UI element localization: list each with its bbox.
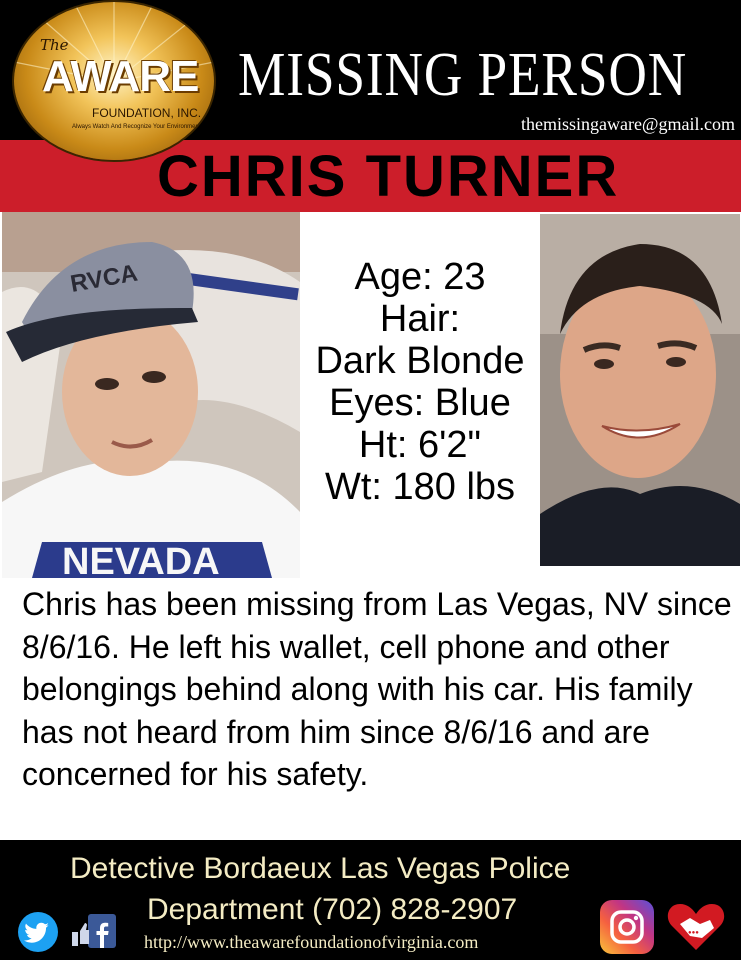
photo-right-illustration (540, 214, 740, 566)
logo-the-text: The (40, 36, 69, 54)
missing-person-name: CHRIS TURNER (157, 144, 620, 209)
person-details (302, 256, 538, 508)
detail-age: Age: 23 (354, 256, 486, 298)
photo-smiling-portrait (540, 214, 740, 566)
website-link[interactable]: http://www.theawarefoundationofvirginia.com (144, 932, 479, 952)
missing-description: Chris has been missing from Las Vegas, NV since 8/6/16. He left his wallet, cell phone and other belongings behind along with his car. His family has not heard from him since 8/6/16 and are concerned for his safety. (22, 586, 732, 792)
facebook-icon[interactable] (70, 914, 116, 948)
instagram-icon[interactable] (600, 900, 654, 954)
contact-email[interactable]: themissingaware@gmail.com (520, 114, 735, 134)
detail-hair-label: Hair: (379, 298, 461, 340)
photo-left-illustration (2, 212, 300, 578)
contact-detective-line: Detective Bordaeux Las Vegas Police (70, 852, 571, 885)
logo-tagline: Always Watch And Recognize Your Environment (72, 124, 201, 130)
detail-hair-value: Dark Blonde (315, 340, 525, 382)
logo-foundation-text: FOUNDATION, INC. (92, 106, 202, 120)
aware-foundation-logo (14, 2, 214, 160)
detail-height: Ht: 6'2" (358, 424, 482, 466)
shirt-text: NEVADA (62, 541, 220, 578)
cap-logo-text: RVCA (68, 259, 140, 298)
svg-text:●●●: ●●● (688, 930, 699, 936)
poster-title: MISSING PERSON (238, 41, 688, 109)
detail-eyes: Eyes: Blue (329, 382, 511, 424)
heart-handshake-icon (666, 898, 726, 952)
photo-selfie-cap (2, 212, 300, 578)
twitter-icon[interactable] (18, 912, 58, 952)
detail-weight: Wt: 180 lbs (324, 466, 516, 508)
contact-phone-line[interactable]: Department (702) 828-2907 (147, 893, 518, 926)
logo-aware-text: AWARE (42, 52, 199, 101)
